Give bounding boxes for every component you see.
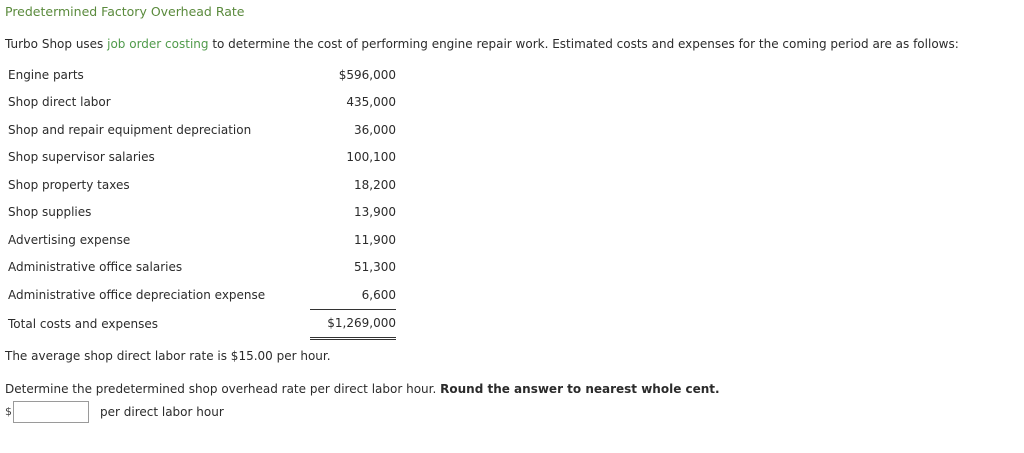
- cost-amount: 51,300: [354, 260, 396, 275]
- answer-row: [5, 400, 224, 424]
- table-row: [4, 144, 396, 172]
- table-row: [4, 89, 396, 117]
- cost-label: Shop and repair equipment depreciation: [8, 122, 252, 137]
- cost-label: Administrative office salaries: [8, 260, 183, 275]
- question-text: Determine the predetermined shop overhead rate per direct labor hour.: [5, 382, 441, 396]
- currency-symbol: $: [5, 404, 12, 418]
- cost-amount: 11,900: [354, 232, 396, 247]
- cost-table: [4, 61, 396, 340]
- table-row: [4, 199, 396, 227]
- overhead-rate-input[interactable]: [13, 401, 89, 423]
- question-prompt: [5, 382, 720, 396]
- cost-amount: 100,100: [346, 150, 396, 165]
- job-order-costing-link[interactable]: job order costing: [107, 37, 209, 51]
- table-row: [4, 61, 396, 89]
- total-amount: $1,269,000: [310, 309, 396, 339]
- cost-label: Advertising expense: [8, 232, 131, 247]
- problem-intro: [5, 37, 959, 51]
- cost-amount: 6,600: [310, 281, 396, 309]
- cost-label: Administrative office depreciation expense: [8, 288, 266, 302]
- cost-label: Shop supervisor salaries: [8, 150, 155, 165]
- intro-text-after: to determine the cost of performing engine repair work. Estimated costs and expenses for the coming period are as follows:: [208, 37, 959, 51]
- rounding-instruction: Round the answer to nearest whole cent.: [440, 382, 720, 396]
- cost-label: Engine parts: [8, 67, 84, 82]
- table-row: [4, 281, 396, 309]
- table-row: [4, 171, 396, 199]
- table-row: [4, 254, 396, 282]
- answer-unit-label: per direct labor hour: [100, 405, 224, 419]
- cost-label: Shop supplies: [8, 205, 92, 220]
- cost-amount: $596,000: [338, 67, 396, 82]
- cost-amount: 18,200: [354, 177, 396, 192]
- total-row: [4, 309, 396, 339]
- cost-amount: 13,900: [354, 205, 396, 220]
- table-row: [4, 226, 396, 254]
- cost-amount: 435,000: [346, 95, 396, 110]
- cost-label: Shop property taxes: [8, 177, 130, 192]
- cost-amount: 36,000: [354, 122, 396, 137]
- intro-text-before: Turbo Shop uses: [5, 37, 108, 51]
- labor-rate-note: The average shop direct labor rate is $15.00 per hour.: [5, 349, 331, 363]
- table-row: [4, 116, 396, 144]
- page-title: Predetermined Factory Overhead Rate: [5, 4, 245, 19]
- cost-label: Shop direct labor: [8, 95, 111, 110]
- total-label: Total costs and expenses: [8, 316, 158, 331]
